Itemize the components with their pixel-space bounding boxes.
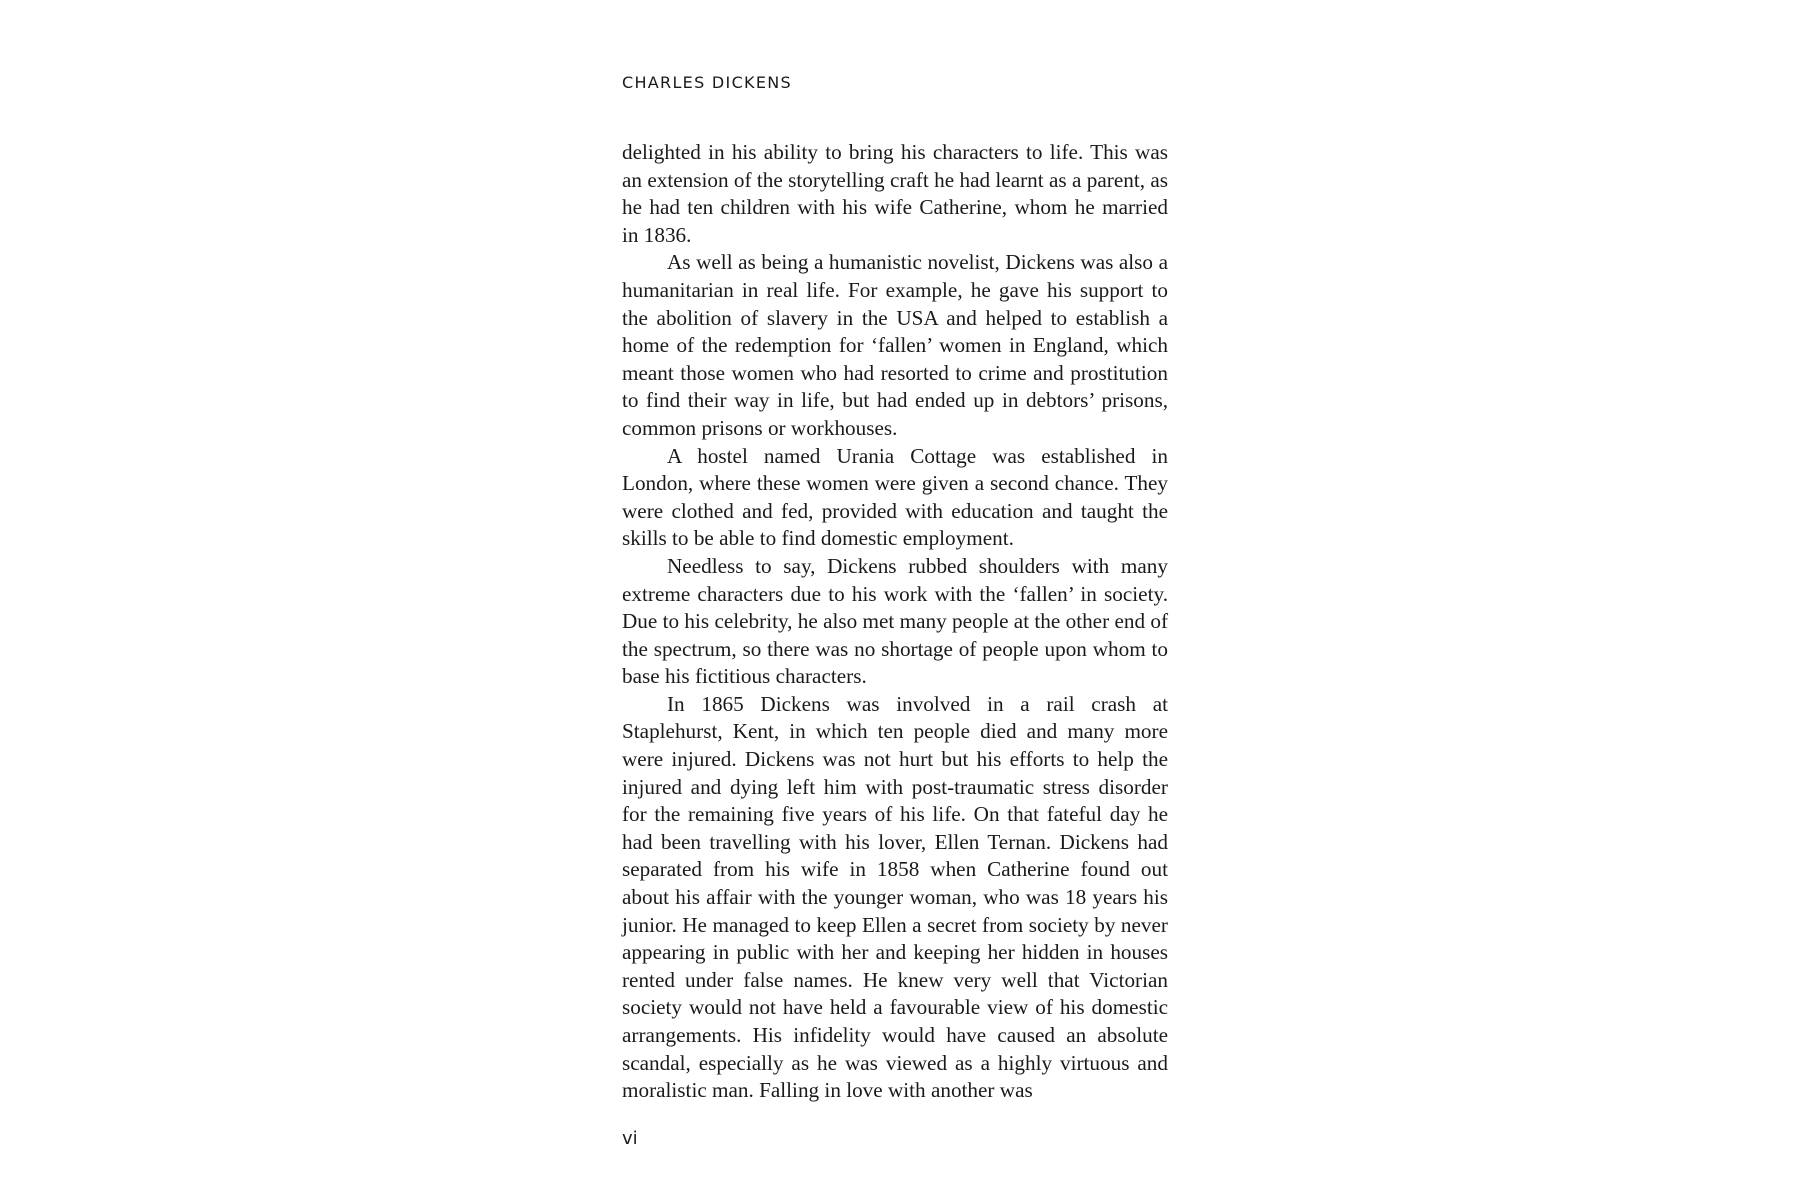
paragraph: Needless to say, Dickens rubbed shoulders with many extreme characters due to his work with the ‘fallen’ in society. Due to his celebrity, he also met many people at the other end of the spectrum, so there was no shortage of people upon whom to base his fictitious characters. bbox=[622, 553, 1168, 689]
paragraph: A hostel named Urania Cottage was established in London, where these women were given a second chance. They were clothed and fed, provided with education and taught the skills to be able to find domestic employment. bbox=[622, 443, 1168, 551]
body-text bbox=[622, 139, 1168, 1105]
paragraph: As well as being a humanistic novelist, Dickens was also a humanitarian in real life. For example, he gave his support to the abolition of slavery in the USA and helped to establish a home of the redemption for ‘fallen’ women in England, which meant those women who had resorted to crime and prostitution to find their way in life, but had ended up in debtors’ prisons, common prisons or workhouses. bbox=[622, 250, 1168, 440]
paragraph: delighted in his ability to bring his characters to life. This was an extension of the storytelling craft he had learnt as a parent, as he had ten children with his wife Catherine, whom he married in 1836. bbox=[622, 140, 1168, 247]
paragraph: In 1865 Dickens was involved in a rail crash at Staplehurst, Kent, in which ten people died and many more were injured. Dickens was not hurt but his efforts to help the injured and dying left him with post-traumatic stress disorder for the remaining five years of his life. On that fateful day he had been travelling with his lover, Ellen Ternan. Dickens had separated from his wife in 1858 when Catherine found out about his affair with the younger woman, who was 18 years his junior. He managed to keep Ellen a secret from society by never appearing in public with her and keeping her hidden in houses rented under false names. He knew very well that Victorian society would not have held a favourable view of his domestic arrangements. His infidelity would have caused an absolute scandal, especially as he was viewed as a highly virtuous and moralistic man. Falling in love with another was bbox=[622, 691, 1168, 1103]
page-number: vi bbox=[622, 1128, 638, 1149]
book-page bbox=[622, 0, 1168, 1200]
running-head: CHARLES DICKENS bbox=[622, 73, 792, 92]
